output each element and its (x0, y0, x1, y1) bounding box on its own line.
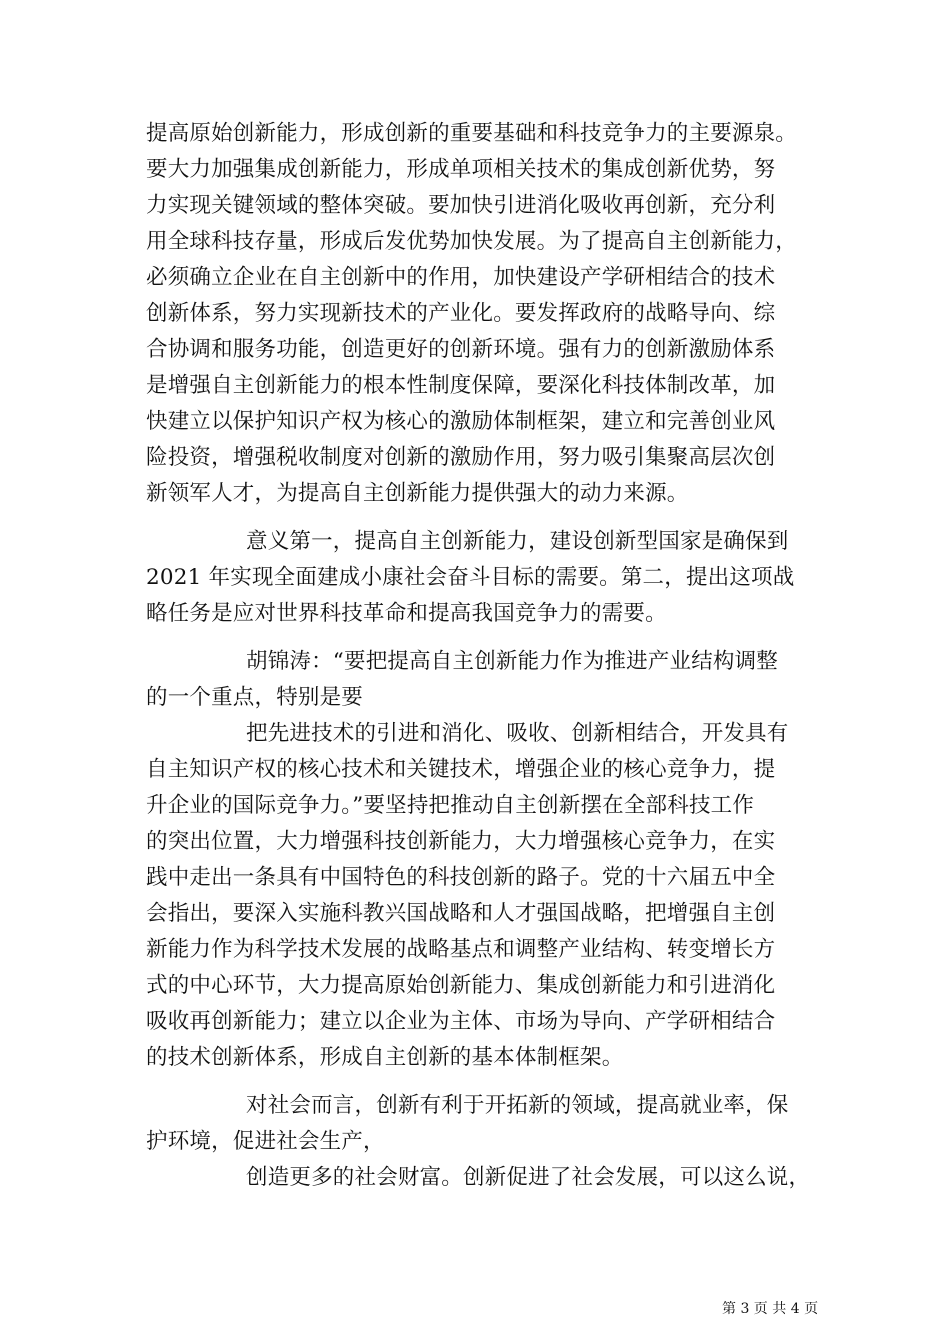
text-line: 2021 年实现全面建成小康社会奋斗目标的需要。第二，提出这项战 (146, 565, 795, 590)
text-line: 新领军人才，为提高自主创新能力提供强大的动力来源。 (146, 481, 689, 506)
text-line: 护环境，促进社会生产， (146, 1129, 385, 1154)
text-line: 升企业的国际竞争力。”要坚持把推动自主创新摆在全部科技工作 (146, 793, 755, 818)
text-line: 践中走出一条具有中国特色的科技创新的路子。党的十六届五中全 (146, 865, 776, 890)
text-line: 要大力加强集成创新能力，形成单项相关技术的集成创新优势，努 (146, 157, 776, 182)
page-number-footer: 第 3 页 共 4 页 (722, 1301, 819, 1317)
text-line: 的突出位置，大力增强科技创新能力，大力增强核心竞争力，在实 (146, 829, 776, 854)
text-line: 险投资，增强税收制度对创新的激励作用，努力吸引集聚高层次创 (146, 445, 776, 470)
text-line: 式的中心环节，大力提高原始创新能力、集成创新能力和引进消化 (146, 973, 776, 998)
text-line: 必须确立企业在自主创新中的作用，加快建设产学研相结合的技术 (146, 265, 776, 290)
text-line: 的一个重点，特别是要 (146, 685, 364, 710)
text-line: 的技术创新体系，形成自主创新的基本体制框架。 (146, 1045, 624, 1070)
text-line: 自主知识产权的核心技术和关键技术，增强企业的核心竞争力，提 (146, 757, 776, 782)
text-line: 吸收再创新能力；建立以企业为主体、市场为导向、产学研相结合 (146, 1009, 776, 1034)
text-line: 新能力作为科学技术发展的战略基点和调整产业结构、转变增长方 (146, 937, 776, 962)
text-line: 合协调和服务功能，创造更好的创新环境。强有力的创新激励体系 (146, 337, 776, 362)
text-line: 会指出，要深入实施科教兴国战略和人才强国战略，把增强自主创 (146, 901, 776, 926)
text-line: 快建立以保护知识产权为核心的激励体制框架，建立和完善创业风 (146, 409, 776, 434)
text-line: 把先进技术的引进和消化、吸收、创新相结合，开发具有 (246, 721, 789, 746)
text-line: 对社会而言，创新有利于开拓新的领域，提高就业率，保 (246, 1093, 789, 1118)
text-line: 创造更多的社会财富。创新促进了社会发展，可以这么说， (246, 1165, 811, 1190)
text-line: 创新体系，努力实现新技术的产业化。要发挥政府的战略导向、综 (146, 301, 776, 326)
text-line: 意义第一，提高自主创新能力，建设创新型国家是确保到 (246, 529, 789, 554)
text-line: 提高原始创新能力，形成创新的重要基础和科技竞争力的主要源泉。 (146, 121, 798, 146)
text-line: 用全球科技存量，形成后发优势加快发展。为了提高自主创新能力， (146, 229, 798, 254)
text-line: 是增强自主创新能力的根本性制度保障，要深化科技体制改革，加 (146, 373, 776, 398)
text-line: 略任务是应对世界科技革命和提高我国竞争力的需要。 (146, 601, 667, 626)
text-line: 胡锦涛：“要把提高自主创新能力作为推进产业结构调整 (246, 649, 778, 674)
text-line: 力实现关键领域的整体突破。要加快引进消化吸收再创新，充分利 (146, 193, 776, 218)
